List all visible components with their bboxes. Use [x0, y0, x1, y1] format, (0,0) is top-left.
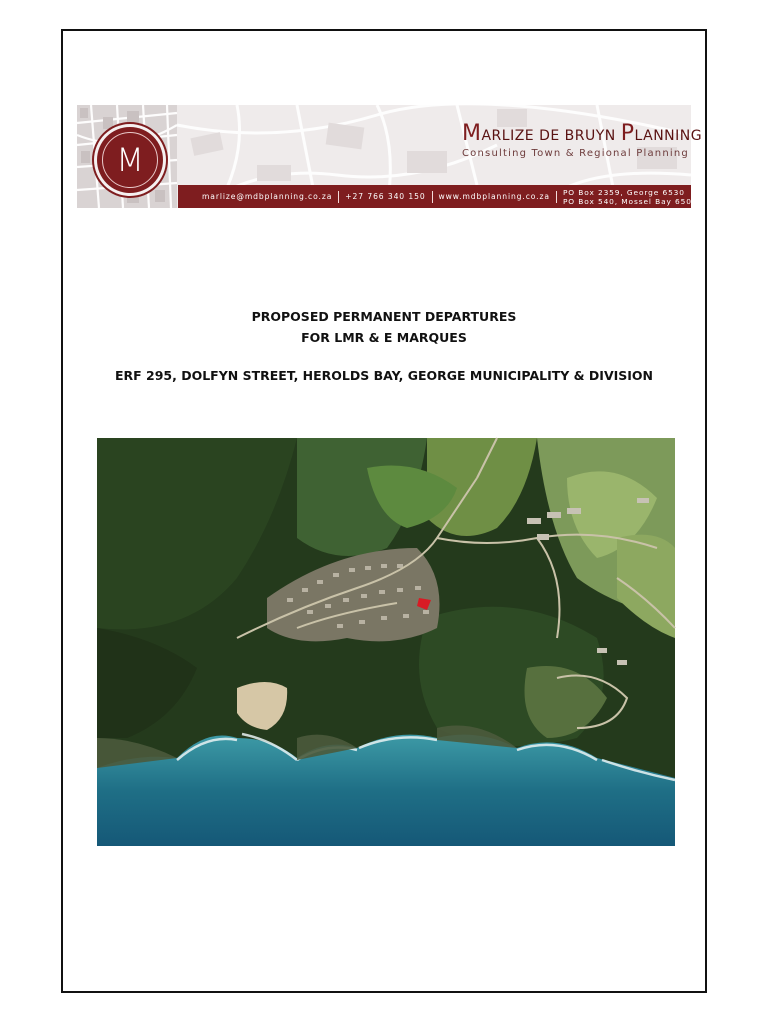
company-logo	[97, 127, 163, 193]
company-name	[462, 121, 703, 146]
company-name-initial-2: P	[620, 121, 635, 146]
email-text: marlize@mdbplanning.co.za	[178, 191, 339, 203]
document-title-line-1: PROPOSED PERMANENT DEPARTURES	[251, 309, 517, 324]
company-name-part-1: ARLIZE DE BRUYN	[481, 128, 621, 144]
document-title-line-2: FOR LMR & E MARQUES	[301, 330, 467, 345]
company-name-part-2: LANNING	[634, 128, 703, 144]
brand-block	[462, 121, 703, 159]
letterhead-banner	[77, 105, 703, 208]
logo-letter: M	[116, 141, 144, 179]
website-text: www.mdbplanning.co.za	[433, 191, 557, 203]
aerial-photograph	[97, 438, 675, 846]
aerial-photo-illustration	[97, 438, 675, 846]
address-line-mossel-bay: PO Box 540, Mossel Bay 6500	[562, 196, 698, 206]
contact-bar	[178, 185, 698, 208]
phone-text: +27 766 340 150	[339, 191, 432, 203]
address-line-george: PO Box 2359, George 6530	[562, 187, 685, 197]
postal-addresses	[557, 188, 704, 206]
company-tagline: Consulting Town & Regional Planning	[462, 148, 689, 159]
company-name-initial-1: M	[462, 121, 482, 146]
document-subtitle: ERF 295, DOLFYN STREET, HEROLDS BAY, GEORGE MUNICIPALITY & DIVISION	[114, 368, 654, 383]
